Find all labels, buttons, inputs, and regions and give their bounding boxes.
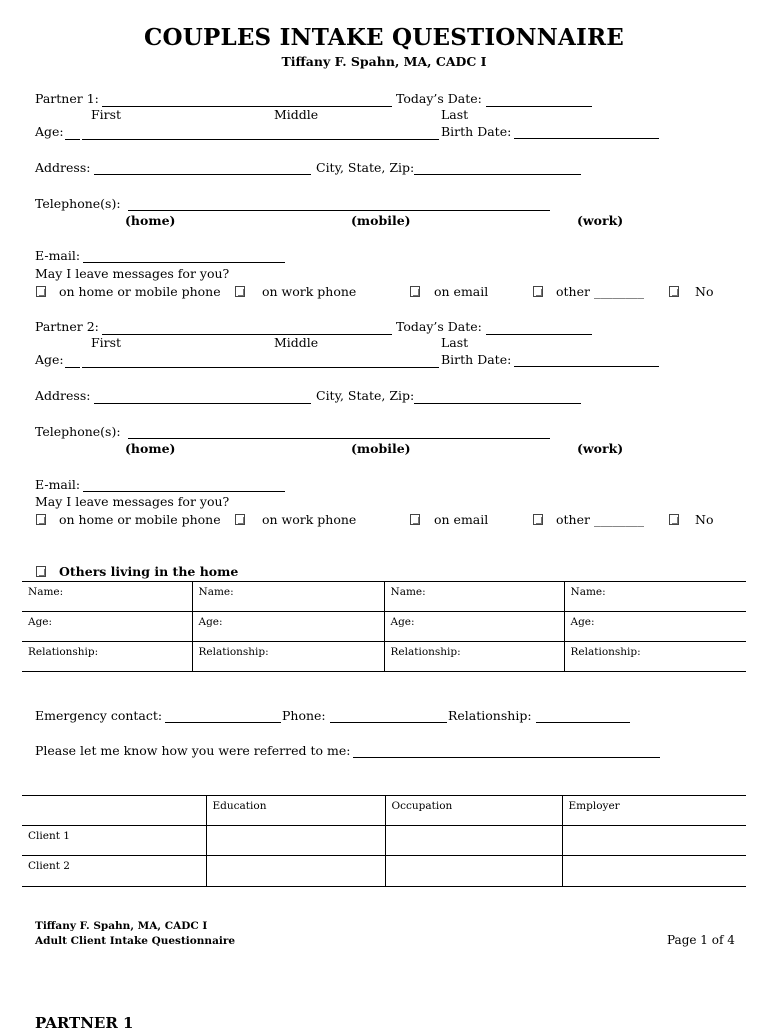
partner2-work-option: on work phone — [262, 512, 357, 527]
emergency-phone-field[interactable] — [330, 722, 447, 723]
page-number: Page 1 of 4 — [667, 933, 735, 947]
client1-label: Client 1 — [22, 826, 206, 856]
client2-employer-cell[interactable] — [562, 856, 746, 887]
client1-education-cell[interactable] — [206, 826, 385, 856]
partner2-city-label: City, State, Zip: — [316, 388, 415, 403]
client1-occupation-cell[interactable] — [385, 826, 562, 856]
clients-table — [22, 795, 746, 887]
client2-occupation-cell[interactable] — [385, 856, 562, 887]
partner1-address-label: Address: — [35, 160, 91, 175]
emergency-phone-label: Phone: — [282, 708, 326, 723]
page-subtitle: Tiffany F. Spahn, MA, CADC I — [281, 54, 487, 69]
table-row — [22, 642, 746, 672]
others-name-cell-4[interactable]: Name: — [564, 582, 746, 612]
emergency-relationship-field[interactable] — [536, 722, 630, 723]
partner1-messages-question: May I leave messages for you? — [35, 266, 230, 281]
partner1-no-checkbox[interactable] — [669, 286, 679, 297]
partner1-address-field[interactable] — [94, 174, 311, 175]
partner1-other-option: other ________ — [556, 284, 644, 299]
others-heading: Others living in the home — [59, 564, 239, 579]
partner1-email-field[interactable] — [83, 262, 285, 263]
table-row — [22, 856, 746, 887]
partner2-todays-date-field[interactable] — [486, 334, 592, 335]
partner2-messages-question: May I leave messages for you? — [35, 494, 230, 509]
partner2-age-field[interactable] — [65, 367, 80, 368]
partner1-label: Partner 1: — [35, 91, 99, 106]
partner2-home-checkbox[interactable] — [36, 514, 46, 525]
partner1-no-option: No — [695, 284, 714, 299]
partner2-work-caption: (work) — [577, 441, 624, 456]
partner1-work-option: on work phone — [262, 284, 357, 299]
others-age-cell-1[interactable]: Age: — [22, 612, 192, 642]
partner1-last-caption: Last — [441, 107, 469, 122]
partner2-name-field[interactable] — [102, 334, 392, 335]
table-row — [22, 796, 746, 826]
others-name-cell-1[interactable]: Name: — [22, 582, 192, 612]
partner2-city-field[interactable] — [414, 403, 581, 404]
partner1-email-option: on email — [434, 284, 489, 299]
partner2-email-checkbox[interactable] — [410, 514, 420, 525]
partner1-work-caption: (work) — [577, 213, 624, 228]
partner1-other-checkbox[interactable] — [533, 286, 543, 297]
partner1-work-checkbox[interactable] — [235, 286, 245, 297]
partner2-telephone-field[interactable] — [128, 438, 550, 439]
partner2-no-option: No — [695, 512, 714, 527]
partner2-email-field[interactable] — [83, 491, 285, 492]
partner1-email-label: E-mail: — [35, 248, 81, 263]
partner1-birth-date-field[interactable] — [514, 138, 659, 139]
partner1-city-label: City, State, Zip: — [316, 160, 415, 175]
partner2-home-option: on home or mobile phone — [59, 512, 221, 527]
partner1-birth-date-label: Birth Date: — [441, 124, 512, 139]
others-age-cell-3[interactable]: Age: — [384, 612, 564, 642]
others-relationship-cell-2[interactable]: Relationship: — [192, 642, 384, 672]
others-relationship-cell-1[interactable]: Relationship: — [22, 642, 192, 672]
partner2-email-option: on email — [434, 512, 489, 527]
partner2-address-label: Address: — [35, 388, 91, 403]
emergency-contact-label: Emergency contact: — [35, 708, 163, 723]
partner1-telephone-label: Telephone(s): — [35, 196, 121, 211]
partner2-address-field[interactable] — [94, 403, 311, 404]
page-title: COUPLES INTAKE QUESTIONNAIRE — [143, 24, 625, 51]
partner2-email-label: E-mail: — [35, 477, 81, 492]
partner1-age-rule — [82, 139, 439, 140]
partner1-name-field[interactable] — [102, 106, 392, 107]
clients-header-occupation: Occupation — [385, 796, 562, 826]
partner2-last-caption: Last — [441, 335, 469, 350]
next-page-heading: PARTNER 1 — [35, 1014, 134, 1032]
others-age-cell-2[interactable]: Age: — [192, 612, 384, 642]
partner1-age-label: Age: — [35, 124, 64, 139]
partner2-first-caption: First — [91, 335, 122, 350]
referral-field[interactable] — [353, 757, 660, 758]
partner1-first-caption: First — [91, 107, 122, 122]
clients-header-employer: Employer — [562, 796, 746, 826]
partner1-age-field[interactable] — [65, 139, 80, 140]
footer-author: Tiffany F. Spahn, MA, CADC I — [35, 920, 208, 932]
others-relationship-cell-4[interactable]: Relationship: — [564, 642, 746, 672]
others-name-cell-3[interactable]: Name: — [384, 582, 564, 612]
partner1-home-checkbox[interactable] — [36, 286, 46, 297]
client1-employer-cell[interactable] — [562, 826, 746, 856]
partner2-age-rule — [82, 367, 439, 368]
table-row — [22, 582, 746, 612]
partner2-home-caption: (home) — [125, 441, 176, 456]
partner1-telephone-field[interactable] — [128, 210, 550, 211]
table-row — [22, 612, 746, 642]
partner1-todays-date-field[interactable] — [486, 106, 592, 107]
emergency-relationship-label: Relationship: — [448, 708, 532, 723]
footer-doc-name: Adult Client Intake Questionnaire — [35, 935, 236, 947]
partner2-label: Partner 2: — [35, 319, 99, 334]
partner2-telephone-label: Telephone(s): — [35, 424, 121, 439]
emergency-contact-field[interactable] — [165, 722, 281, 723]
table-row — [22, 826, 746, 856]
partner2-age-label: Age: — [35, 352, 64, 367]
partner1-email-checkbox[interactable] — [410, 286, 420, 297]
partner2-other-option: other ________ — [556, 512, 644, 527]
others-checkbox[interactable] — [36, 566, 46, 577]
partner1-middle-caption: Middle — [274, 107, 319, 122]
partner2-todays-date-label: Today’s Date: — [396, 319, 482, 334]
partner2-work-checkbox[interactable] — [235, 514, 245, 525]
client2-label: Client 2 — [22, 856, 206, 887]
partner1-mobile-caption: (mobile) — [351, 213, 411, 228]
clients-header-blank — [22, 796, 206, 826]
others-table — [22, 581, 746, 672]
clients-header-education: Education — [206, 796, 385, 826]
others-relationship-cell-3[interactable]: Relationship: — [384, 642, 564, 672]
client2-education-cell[interactable] — [206, 856, 385, 887]
partner1-city-field[interactable] — [414, 174, 581, 175]
partner2-birth-date-label: Birth Date: — [441, 352, 512, 367]
partner1-home-caption: (home) — [125, 213, 176, 228]
partner2-birth-date-field[interactable] — [514, 366, 659, 367]
partner2-middle-caption: Middle — [274, 335, 319, 350]
others-age-cell-4[interactable]: Age: — [564, 612, 746, 642]
partner2-mobile-caption: (mobile) — [351, 441, 411, 456]
partner1-home-option: on home or mobile phone — [59, 284, 221, 299]
others-name-cell-2[interactable]: Name: — [192, 582, 384, 612]
partner2-other-checkbox[interactable] — [533, 514, 543, 525]
partner2-no-checkbox[interactable] — [669, 514, 679, 525]
partner1-todays-date-label: Today’s Date: — [396, 91, 482, 106]
referral-label: Please let me know how you were referred to me: — [35, 743, 351, 758]
